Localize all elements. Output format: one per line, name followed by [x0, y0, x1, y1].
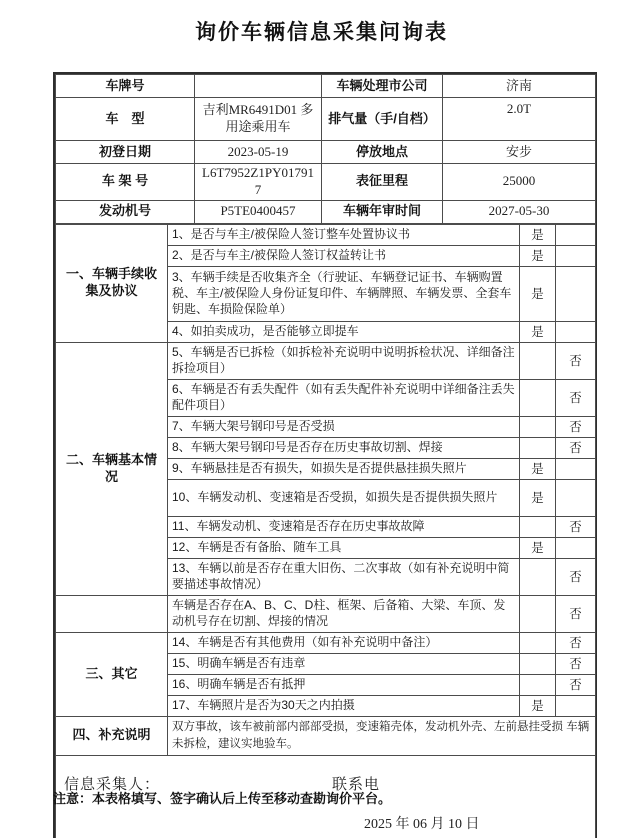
question-text: 8、车辆大架号钢印号是否存在历史事故切割、焊接	[168, 437, 520, 458]
form-table	[53, 72, 597, 838]
answer-no	[556, 537, 596, 558]
section-2-label: 二、车辆基本情况	[56, 342, 168, 595]
parking-value: 安步	[443, 141, 596, 164]
question-text: 5、车辆是否已拆检（如拆检补充说明中说明拆检状况、详细备注拆捡项目）	[168, 342, 520, 379]
vin-value: L6T7952Z1PY017917	[195, 164, 322, 201]
supplement-row	[56, 716, 596, 755]
section-4-label: 四、补充说明	[56, 716, 168, 755]
answer-yes: 是	[520, 321, 556, 342]
answer-no: 否	[556, 342, 596, 379]
vin-label: 车 架 号	[56, 164, 195, 201]
answer-no	[556, 245, 596, 266]
answer-yes	[520, 558, 556, 595]
question-table	[55, 224, 596, 838]
question-text: 6、车辆是否有丢失配件（如有丢失配件补充说明中详细备注丢失配件项目）	[168, 379, 520, 416]
answer-yes: 是	[520, 458, 556, 479]
answer-yes	[520, 632, 556, 653]
question-text: 2、是否与车主/被保险人签订权益转让书	[168, 245, 520, 266]
mileage-value: 25000	[443, 164, 596, 201]
question-text: 15、明确车辆是否有违章	[168, 653, 520, 674]
answer-yes	[520, 379, 556, 416]
answer-yes	[520, 516, 556, 537]
answer-no	[556, 321, 596, 342]
answer-yes	[520, 437, 556, 458]
question-row	[56, 342, 596, 379]
question-row	[56, 632, 596, 653]
answer-no: 否	[556, 674, 596, 695]
section-1-label: 一、车辆手续收集及协议	[56, 224, 168, 342]
answer-yes	[520, 342, 556, 379]
model-value: 吉利MR6491D01 多用途乘用车	[195, 98, 322, 141]
question-text: 11、车辆发动机、变速箱是否存在历史事故故障	[168, 516, 520, 537]
answer-yes: 是	[520, 266, 556, 321]
displacement-value: 2.0T	[443, 98, 596, 141]
city-company-label: 车辆处理市公司	[322, 75, 443, 98]
inspection-label: 车辆年审时间	[322, 200, 443, 223]
question-text: 16、明确车辆是否有抵押	[168, 674, 520, 695]
answer-yes	[520, 674, 556, 695]
collector-label: 信息采集人：	[64, 776, 161, 793]
answer-yes: 是	[520, 245, 556, 266]
supplement-text: 双方事故，该车被前部内部部受损，变速箱壳体，发动机外壳、左前悬挂受损 车辆未拆检，建议实地验车。	[168, 716, 596, 755]
answer-no: 否	[556, 632, 596, 653]
form-date: 2025 年 06 月 10 日	[364, 816, 480, 832]
vehicle-info-table	[55, 74, 596, 224]
answer-no	[556, 695, 596, 716]
question-row	[56, 224, 596, 245]
answer-no: 否	[556, 558, 596, 595]
footer-note: 注意：本表格填写、签字确认后上传至移动查勘询价平台。	[53, 791, 392, 806]
answer-no	[556, 458, 596, 479]
info-row	[56, 200, 596, 223]
question-row	[56, 595, 596, 632]
answer-no	[556, 479, 596, 516]
answer-yes: 是	[520, 479, 556, 516]
question-text: 14、车辆是否有其他费用（如有补充说明中备注）	[168, 632, 520, 653]
answer-no: 否	[556, 416, 596, 437]
answer-no: 否	[556, 437, 596, 458]
first-reg-value: 2023-05-19	[195, 141, 322, 164]
answer-no: 否	[556, 595, 596, 632]
question-text: 3、车辆手续是否收集齐全（行驶证、车辆登记证书、车辆购置税、车主/被保险人身份证复印件、车辆牌照、车辆发票、全套车钥匙、车损险保险单）	[168, 266, 520, 321]
info-row	[56, 98, 596, 141]
contact-label: 联系电	[332, 776, 381, 793]
mileage-label: 表征里程	[322, 164, 443, 201]
question-text: 10、车辆发动机、变速箱是否受损，如损失是否提供损失照片	[168, 479, 520, 516]
inspection-value: 2027-05-30	[443, 200, 596, 223]
plate-no-label: 车牌号	[56, 75, 195, 98]
answer-no: 否	[556, 653, 596, 674]
answer-no: 否	[556, 516, 596, 537]
engine-no-label: 发动机号	[56, 200, 195, 223]
answer-yes	[520, 653, 556, 674]
info-row	[56, 164, 596, 201]
engine-no-value: P5TE0400457	[195, 200, 322, 223]
city-company-value: 济南	[443, 75, 596, 98]
section-3-label: 三、其它	[56, 632, 168, 716]
answer-yes: 是	[520, 695, 556, 716]
answer-no: 否	[556, 379, 596, 416]
section-empty-cell	[56, 595, 168, 632]
displacement-label: 排气量（手/自档）	[322, 98, 443, 141]
info-row	[56, 141, 596, 164]
info-row	[56, 75, 596, 98]
answer-yes: 是	[520, 537, 556, 558]
question-text: 9、车辆悬挂是否有损失，如损失是否提供悬挂损失照片	[168, 458, 520, 479]
question-text: 4、如拍卖成功，是否能够立即提车	[168, 321, 520, 342]
parking-label: 停放地点	[322, 141, 443, 164]
question-text: 7、车辆大架号钢印号是否受损	[168, 416, 520, 437]
answer-yes: 是	[520, 224, 556, 245]
question-text: 车辆是否存在A、B、C、D柱、框架、后备箱、大梁、车顶、发动机号存在切割、焊接的情况	[168, 595, 520, 632]
answer-no	[556, 266, 596, 321]
model-label: 车 型	[56, 98, 195, 141]
first-reg-label: 初登日期	[56, 141, 195, 164]
answer-yes	[520, 416, 556, 437]
answer-yes	[520, 595, 556, 632]
question-text: 13、车辆以前是否存在重大旧伤、二次事故（如有补充说明中简要描述事故情况）	[168, 558, 520, 595]
question-text: 1、是否与车主/被保险人签订整车处置协议书	[168, 224, 520, 245]
question-text: 17、车辆照片是否为30天之内拍摄	[168, 695, 520, 716]
question-text: 12、车辆是否有备胎、随车工具	[168, 537, 520, 558]
answer-no	[556, 224, 596, 245]
plate-no-value	[195, 75, 322, 98]
form-title: 询价车辆信息采集问询表	[195, 21, 448, 44]
